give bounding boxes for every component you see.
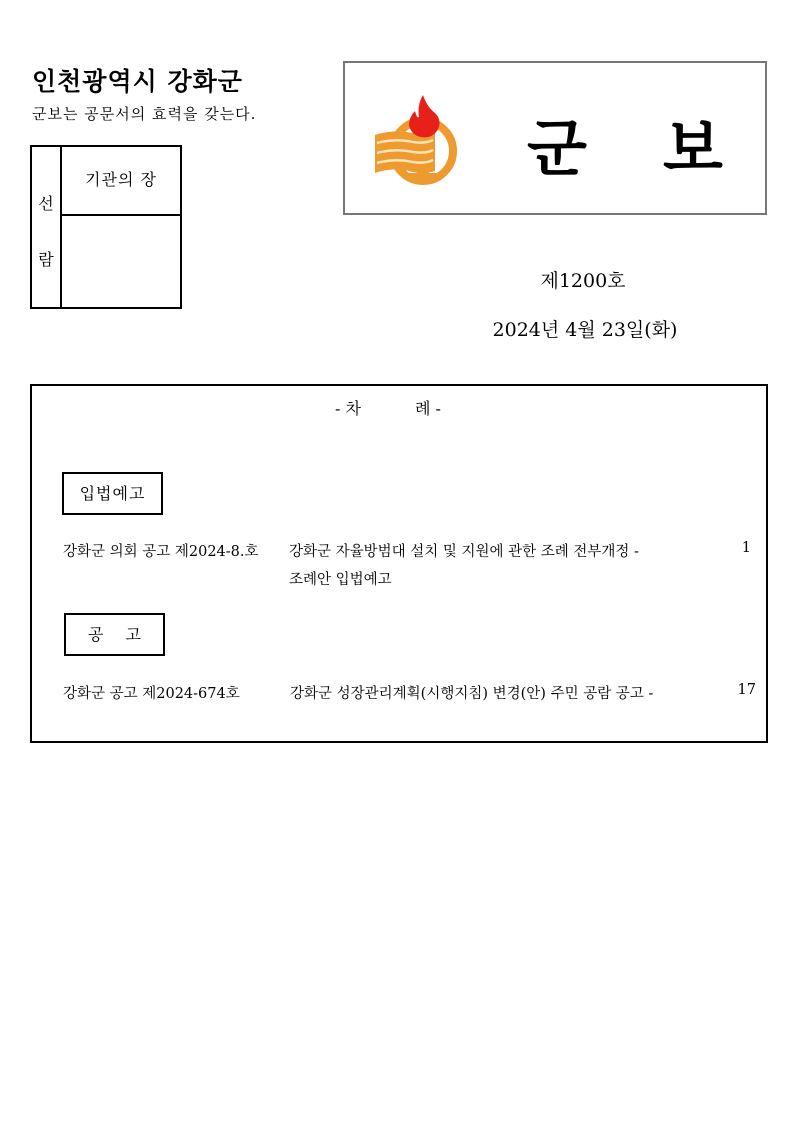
- toc-entry-page[interactable]: 17: [737, 682, 756, 698]
- section-label-legislative-notice: 입법예고: [62, 472, 163, 515]
- approval-side-column: [32, 147, 62, 307]
- ganghwa-county-emblem-icon: [373, 93, 463, 185]
- toc-title-left: - 차: [335, 399, 361, 418]
- toc-entry-notice-no[interactable]: 강화군 공고 제2024-674호: [63, 686, 240, 702]
- issue-date: 2024년 4월 23일(화): [492, 319, 678, 341]
- approval-box: [30, 145, 182, 309]
- issue-number: 제1200호: [540, 270, 626, 292]
- toc-title-right: 례 -: [415, 399, 441, 418]
- toc-entry-title-continued[interactable]: 조례안 입법예고: [289, 572, 392, 588]
- approval-signature-area: [62, 216, 180, 307]
- masthead-title-char-1: 군: [527, 112, 587, 185]
- toc-entry-title[interactable]: 강화군 성장관리계획(시행지침) 변경(안) 주민 공람 공고 -: [290, 686, 654, 702]
- approval-side-label-bottom: 람: [38, 250, 54, 269]
- org-name: 인천광역시 강화군: [32, 67, 243, 96]
- approval-side-label-top: 선: [38, 194, 54, 213]
- approval-head-label: 기관의 장: [62, 147, 180, 216]
- section-label-text: 공고: [88, 625, 163, 644]
- org-subtitle: 군보는 공문서의 효력을 갖는다.: [32, 105, 257, 123]
- toc-entry-title[interactable]: 강화군 자율방범대 설치 및 지원에 관한 조례 전부개정 -: [289, 544, 639, 560]
- table-of-contents: [30, 384, 768, 743]
- toc-entry-notice-no[interactable]: 강화군 의회 공고 제2024-8.호: [63, 544, 259, 560]
- masthead: [343, 61, 767, 215]
- section-label-public-notice: [64, 613, 165, 656]
- masthead-title-char-2: 보: [663, 112, 723, 185]
- toc-entry-page[interactable]: 1: [741, 540, 751, 556]
